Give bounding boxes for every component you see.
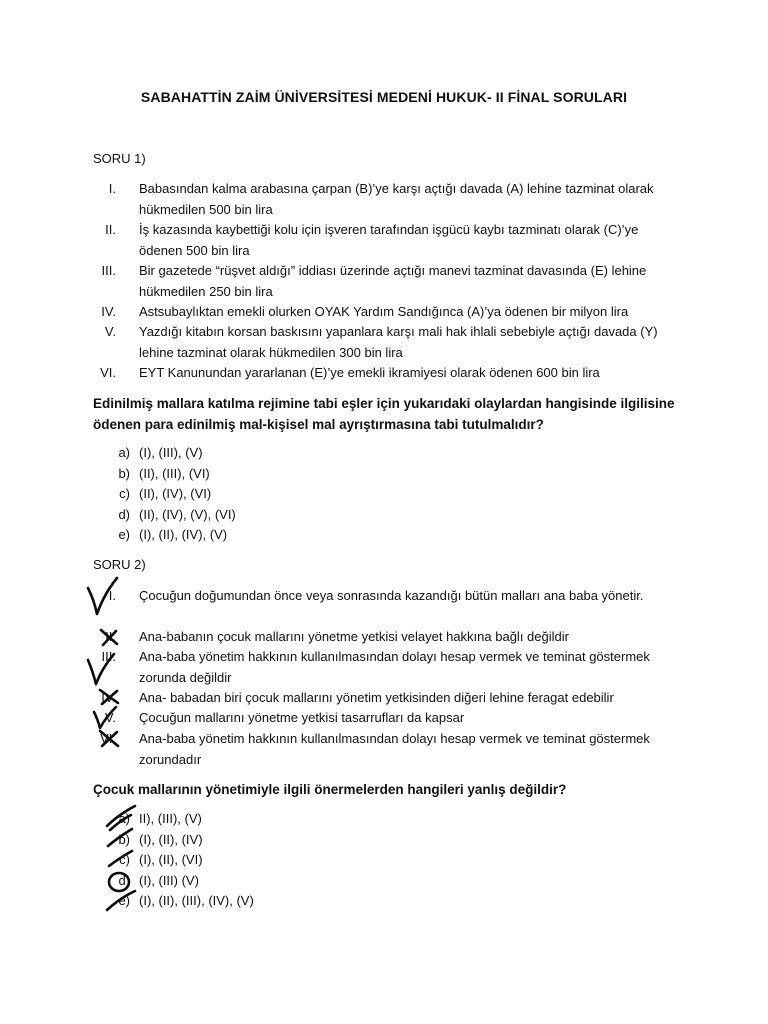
option-text: II), (III), (V) <box>139 811 202 826</box>
statement-number: I. <box>108 588 116 603</box>
statement-number: I. <box>108 181 116 196</box>
option-text: (I), (III), (V) <box>139 445 203 460</box>
statement-text: Çocuğun doğumundan önce veya sonrasında kazandığı bütün malları ana baba yönetir. <box>139 588 644 603</box>
option-letter: b) <box>118 832 130 847</box>
statement-text: Ana- babadan biri çocuk mallarını yönetim yetkisinden diğeri lehine feragat edebilir <box>139 690 614 705</box>
statement-text: Ana-babanın çocuk mallarını yönetme yetkisi velayet hakkına bağlı değildir <box>139 629 569 644</box>
option-text: (II), (IV), (VI) <box>139 486 212 501</box>
statement-text: EYT Kanunundan yararlanan (E)’ye emekli ikramiyesi olarak ödenen 600 bin lira <box>139 365 600 380</box>
option-letter: b) <box>118 466 130 481</box>
statement-text: İş kazasında kaybettiği kolu için işveren tarafından işgücü kaybı tazminatı olarak (C)’ye ödenen 500 bin lira <box>139 222 639 258</box>
option-text: (I), (II), (III), (IV), (V) <box>139 893 254 908</box>
question-1-label: SORU 1) <box>93 151 146 166</box>
statement-number: IV. <box>101 304 116 319</box>
option-text: (II), (III), (VI) <box>139 466 210 481</box>
statement-number: V. <box>104 324 116 339</box>
statement-text: Bir gazetede “rüşvet aldığı” iddiası üzerinde açtığı manevi tazminat davasında (E) lehine hükmedilen 250 bin lira <box>139 263 647 299</box>
statement-number: II. <box>105 629 116 644</box>
statement-text: Ana-baba yönetim hakkının kullanılmasından dolayı hesap vermek ve teminat göstermek zorunda değildir <box>139 649 650 685</box>
statement-number: III. <box>101 263 116 278</box>
option-text: (II), (IV), (V), (VI) <box>139 507 236 522</box>
option-text: (I), (III) (V) <box>139 873 199 888</box>
option-text: (I), (II), (IV), (V) <box>139 527 228 542</box>
option-letter: e) <box>118 527 130 542</box>
statement-number: IV. <box>101 690 116 705</box>
option-letter: d) <box>118 873 130 888</box>
statement-text: Ana-baba yönetim hakkının kullanılmasından dolayı hesap vermek ve teminat göstermek zorundadır <box>139 731 650 767</box>
option-letter: c) <box>119 852 130 867</box>
option-letter: e) <box>118 893 130 908</box>
question-2-label: SORU 2) <box>93 557 146 572</box>
statement-text: Yazdığı kitabın korsan baskısını yapanlara karşı mali hak ihlali sebebiyle açtığı davada (Y) lehine tazminat olarak hükmedilen 300 bin lira <box>139 324 658 360</box>
option-letter: d) <box>118 507 130 522</box>
statement-number: V. <box>104 710 116 725</box>
option-letter: c) <box>119 486 130 501</box>
statement-number: VI. <box>100 365 116 380</box>
statement-text: Çocuğun mallarını yönetme yetkisi tasarrufları da kapsar <box>139 710 465 725</box>
option-text: (I), (II), (VI) <box>139 852 203 867</box>
statement-number: VI. <box>100 731 116 746</box>
question-2-prompt: Çocuk mallarının yönetimiyle ilgili önermelerden hangileri yanlış değildir? <box>93 782 567 797</box>
statement-text: Babasından kalma arabasına çarpan (B)’ye karşı açtığı davada (A) lehine tazminat olarak hükmedilen 500 bin lira <box>139 181 654 217</box>
statement-number: III. <box>101 649 116 664</box>
option-letter: a) <box>118 811 130 826</box>
statement-text: Astsubaylıktan emekli olurken OYAK Yardım Sandığınca (A)’ya ödenen bir milyon lira <box>139 304 629 319</box>
statement-number: II. <box>105 222 116 237</box>
question-1-prompt: Edinilmiş mallara katılma rejimine tabi eşler için yukarıdaki olaylardan hangisinde ilgilisine ödenen para edinilmiş mal-kişisel mal ayrıştırmasına tabi tutulmalıdır? <box>93 396 675 432</box>
page-title: SABAHATTİN ZAİM ÜNİVERSİTESİ MEDENİ HUKUK- II FİNAL SORULARI <box>140 89 628 105</box>
option-text: (I), (II), (IV) <box>139 832 203 847</box>
option-letter: a) <box>118 445 130 460</box>
